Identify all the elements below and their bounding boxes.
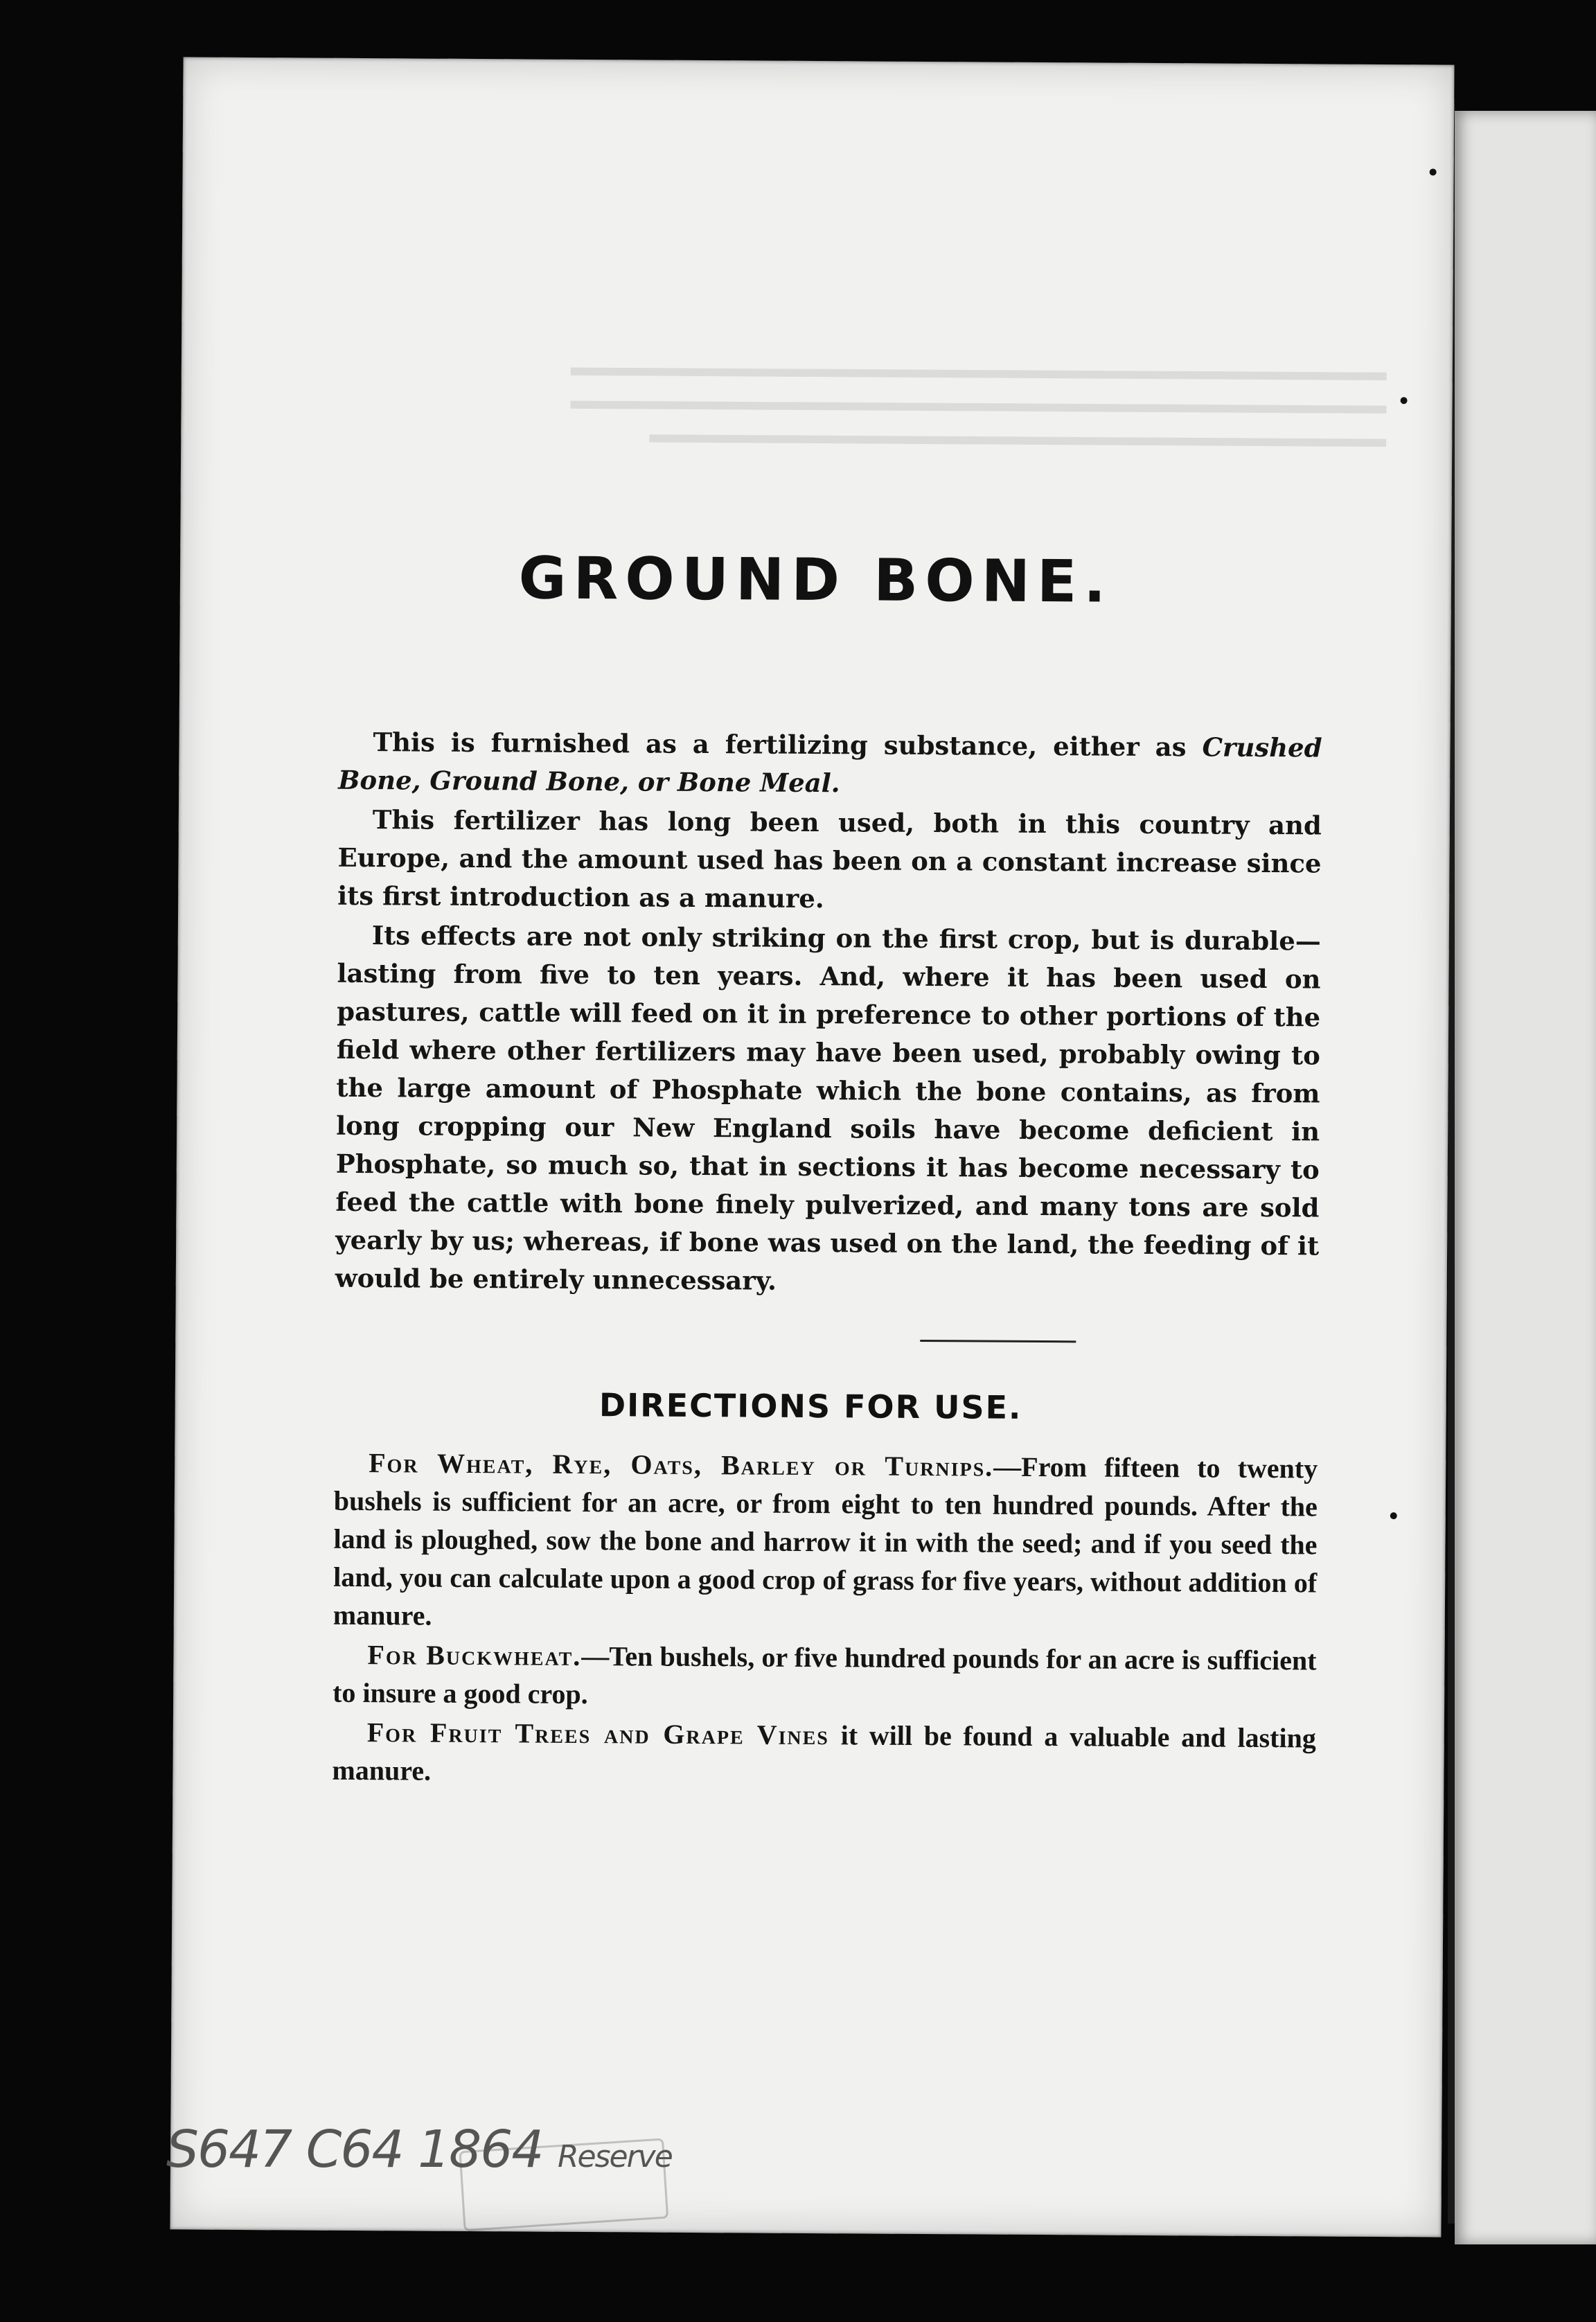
- directions-wheat-label: For Wheat, Rye, Oats, Barley or Turnips.: [369, 1447, 994, 1482]
- ink-speck: [1430, 168, 1437, 175]
- call-number-main: S647 C64 1864: [166, 2120, 543, 2179]
- directions-heading: DIRECTIONS FOR USE.: [598, 1386, 1022, 1426]
- section-divider: [920, 1340, 1076, 1342]
- directions-buckwheat-label: For Buckwheat.: [367, 1639, 582, 1672]
- call-number-suffix: Reserve: [557, 2139, 672, 2174]
- directions-fruit-text: it will be found a valuable and lasting manure.: [332, 1719, 1316, 1787]
- ink-speck: [1390, 1512, 1397, 1519]
- intro-p1-bone-meal: Bone Meal.: [677, 766, 840, 799]
- directions-buckwheat: [332, 1636, 1317, 1718]
- intro-paragraph-2: This fertilizer has long been used, both in this country and Europe, and the amount used has been on a constant increase since its first introduction as a manure.: [337, 804, 1322, 914]
- ink-speck: [1401, 397, 1408, 404]
- bleed-through-text: ▬▬▬▬▬▬▬▬▬▬▬▬▬▬▬▬▬▬▬▬▬▬▬▬▬▬▬▬▬▬▬ ▬▬▬▬▬▬▬▬▬▬▬▬▬▬▬▬▬▬▬▬▬▬▬▬▬▬▬▬▬▬▬ ▬▬▬▬▬▬▬▬▬▬▬▬▬▬▬▬▬▬▬▬▬▬▬▬▬▬▬▬: [570, 352, 1387, 454]
- intro-p1-crushed-ground: Crushed Bone, Ground Bone,: [338, 732, 1322, 797]
- directions-wheat: [333, 1444, 1318, 1640]
- intro-paragraph-3: Its effects are not only striking on the first crop, but is durable—lasting from five to ten years. And, where it has been used on pastures, cattle will feed on it in preference to other portions of the field where other fertilizers may have been used, probably owing to the large amount of Phosphate which the bone contains, as from long cropping our New England soils have become deficient in Phosphate, so much so, that in sections it has become necessary to feed the cattle with bone finely pulverized, and many tons are sold yearly by us; whereas, if bone was used on the land, the feeding of it would be entirely unnecessary.: [335, 920, 1321, 1296]
- directions-buckwheat-text: —Ten bushels, or five hundred pounds for an acre is sufficient to insure a good crop.: [332, 1640, 1317, 1710]
- document-page: [170, 57, 1454, 2237]
- directions-fruit-label: For Fruit Trees and Grape Vines: [366, 1717, 830, 1751]
- page-title: GROUND BONE.: [518, 544, 1113, 616]
- intro-paragraph-1: [338, 723, 1322, 806]
- intro-p1-or: or: [637, 766, 669, 797]
- intro-text: [335, 723, 1322, 1305]
- directions-fruit: [332, 1713, 1316, 1796]
- handwritten-call-number: [166, 2120, 672, 2179]
- directions-text: [332, 1444, 1318, 1797]
- adjacent-page: [1455, 111, 1596, 2244]
- intro-p1-lead: This is furnished as a fertilizing substance, either as: [373, 727, 1187, 763]
- directions-wheat-text: —From fifteen to twenty bushels is sufficient for an acre, or from eight to ten hundred pounds. After the land is ploughed, sow the bone and harrow it in with the seed; and if you seed the land, you can calculate upon a good crop of grass for five years, without addition of manure.: [332, 1451, 1318, 1631]
